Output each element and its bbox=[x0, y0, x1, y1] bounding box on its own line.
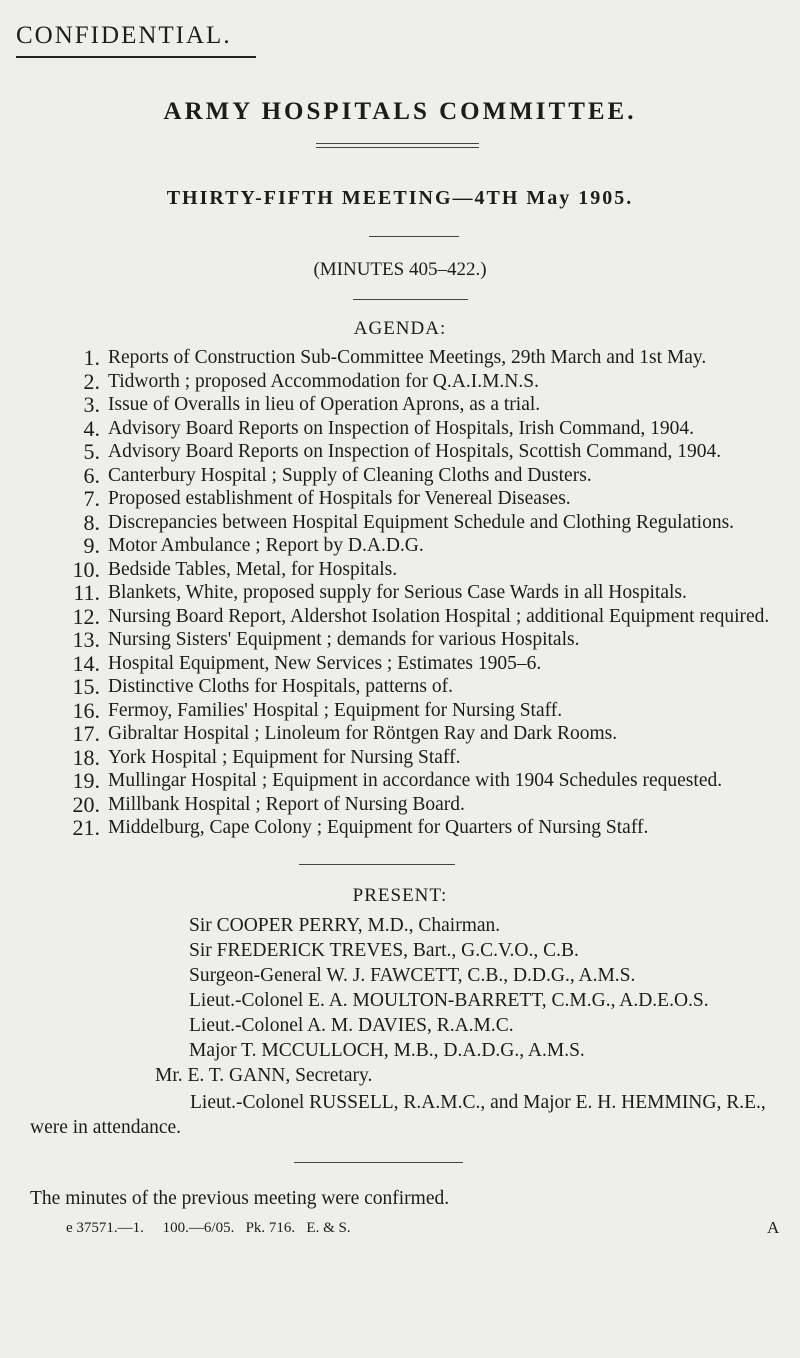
attendee: Sir COOPER PERRY, M.D., Chairman. bbox=[189, 915, 501, 936]
minutes-divider bbox=[353, 299, 468, 300]
agenda-item-number: 12. bbox=[72, 603, 100, 629]
agenda-item-text: Reports of Construction Sub-Committee Meetings, 29th March and 1st May. bbox=[108, 347, 707, 368]
agenda-item-text: Fermoy, Families' Hospital ; Equipment for Nursing Staff. bbox=[108, 699, 563, 721]
agenda-item bbox=[0, 699, 800, 723]
agenda-item bbox=[0, 487, 800, 511]
signature-mark: A bbox=[767, 1218, 780, 1237]
agenda-item-number: 13. bbox=[72, 627, 100, 652]
agenda-item bbox=[0, 417, 800, 441]
agenda-item-number: 16. bbox=[72, 697, 100, 723]
agenda-item-text: Advisory Board Reports on Inspection of Hospitals, Irish Command, 1904. bbox=[108, 417, 695, 439]
agenda-item bbox=[0, 440, 800, 464]
agenda-item-text: Canterbury Hospital ; Supply of Cleaning Cloths and Dusters. bbox=[108, 464, 592, 486]
agenda-item-text: Proposed establishment of Hospitals for Venereal Diseases. bbox=[108, 488, 571, 509]
agenda-item bbox=[0, 370, 800, 394]
agenda-list bbox=[0, 346, 800, 840]
agenda-item-text: Millbank Hospital ; Report of Nursing Board. bbox=[108, 793, 465, 815]
agenda-item bbox=[0, 722, 800, 746]
agenda-item bbox=[0, 816, 800, 840]
minutes-confirmation: The minutes of the previous meeting were confirmed. bbox=[30, 1188, 450, 1209]
meeting-divider bbox=[369, 236, 459, 237]
agenda-item-number: 17. bbox=[72, 721, 100, 746]
agenda-item-text: Hospital Equipment, New Services ; Estimates 1905–6. bbox=[108, 652, 542, 674]
agenda-item bbox=[0, 346, 800, 370]
agenda-item-number: 18. bbox=[72, 744, 100, 770]
agenda-item-text: Blankets, White, proposed supply for Serious Case Wards in all Hospitals. bbox=[108, 582, 687, 603]
agenda-item bbox=[0, 464, 800, 488]
agenda-item-number: 11. bbox=[73, 580, 100, 605]
agenda-item bbox=[0, 534, 800, 558]
agenda-item-number: 8. bbox=[83, 509, 100, 535]
agenda-item-text: Discrepancies between Hospital Equipment Schedule and Clothing Regulations. bbox=[108, 511, 735, 533]
agenda-item-number: 2. bbox=[83, 368, 100, 394]
agenda-item-text: Middelburg, Cape Colony ; Equipment for Quarters of Nursing Staff. bbox=[108, 817, 649, 838]
agenda-item bbox=[0, 746, 800, 770]
agenda-item-number: 10. bbox=[72, 556, 100, 582]
agenda-item-number: 15. bbox=[72, 674, 100, 699]
title-divider bbox=[316, 143, 479, 148]
present-heading: PRESENT: bbox=[352, 885, 448, 906]
attendee: Lieut.-Colonel A. M. DAVIES, R.A.M.C. bbox=[189, 1015, 514, 1036]
agenda-item bbox=[0, 393, 800, 417]
attendance-note: Lieut.-Colonel RUSSELL, R.A.M.C., and Major E. H. HEMMING, R.E., were in attendance. bbox=[30, 1092, 766, 1138]
agenda-item-text: Mullingar Hospital ; Equipment in accordance with 1904 Schedules requested. bbox=[108, 770, 723, 791]
agenda-item-number: 4. bbox=[83, 415, 100, 441]
agenda-item bbox=[0, 581, 800, 605]
agenda-item-number: 21. bbox=[72, 815, 100, 840]
attendee: Lieut.-Colonel E. A. MOULTON-BARRETT, C.M.G., A.D.E.O.S. bbox=[189, 990, 709, 1011]
agenda-item-number: 6. bbox=[83, 462, 100, 488]
agenda-heading: AGENDA: bbox=[353, 318, 447, 339]
committee-title: ARMY HOSPITALS COMMITTEE. bbox=[163, 98, 637, 125]
agenda-item bbox=[0, 769, 800, 793]
agenda-item-number: 1. bbox=[83, 345, 100, 370]
agenda-item bbox=[0, 793, 800, 817]
confidential-label: CONFIDENTIAL. bbox=[16, 22, 232, 49]
print-reference: e 37571.—1. 100.—6/05. Pk. 716. E. & S. bbox=[66, 1220, 351, 1236]
attendee-secretary: Mr. E. T. GANN, Secretary. bbox=[155, 1065, 373, 1086]
agenda-item bbox=[0, 605, 800, 629]
agenda-item-text: Gibraltar Hospital ; Linoleum for Röntgen Ray and Dark Rooms. bbox=[108, 723, 618, 744]
agenda-item-text: Tidworth ; proposed Accommodation for Q.A.I.M.N.S. bbox=[108, 370, 539, 392]
agenda-item-number: 5. bbox=[83, 439, 100, 464]
meeting-title: THIRTY-FIFTH MEETING—4TH May 1905. bbox=[166, 187, 634, 209]
agenda-item bbox=[0, 675, 800, 699]
agenda-item bbox=[0, 628, 800, 652]
minutes-range: (MINUTES 405–422.) bbox=[313, 259, 487, 280]
agenda-item-text: Distinctive Cloths for Hospitals, patterns of. bbox=[108, 676, 454, 697]
agenda-item-text: York Hospital ; Equipment for Nursing Staff. bbox=[108, 746, 461, 768]
confidential-underline bbox=[16, 56, 256, 58]
agenda-item-text: Nursing Board Report, Aldershot Isolation Hospital ; additional Equipment required. bbox=[108, 605, 770, 627]
agenda-item-text: Motor Ambulance ; Report by D.A.D.G. bbox=[108, 535, 424, 556]
present-divider bbox=[294, 1162, 463, 1163]
agenda-item-number: 9. bbox=[83, 533, 100, 558]
agenda-item-text: Bedside Tables, Metal, for Hospitals. bbox=[108, 558, 398, 580]
agenda-item-text: Nursing Sisters' Equipment ; demands for various Hospitals. bbox=[108, 629, 580, 650]
agenda-item-number: 20. bbox=[72, 791, 100, 817]
agenda-item-number: 3. bbox=[83, 392, 100, 417]
attendee: Major T. MCCULLOCH, M.B., D.A.D.G., A.M.S. bbox=[189, 1040, 585, 1061]
agenda-item bbox=[0, 652, 800, 676]
agenda-item bbox=[0, 558, 800, 582]
attendee: Sir FREDERICK TREVES, Bart., G.C.V.O., C.B. bbox=[189, 940, 579, 961]
attendee: Surgeon-General W. J. FAWCETT, C.B., D.D.G., A.M.S. bbox=[189, 965, 636, 986]
agenda-item-text: Advisory Board Reports on Inspection of Hospitals, Scottish Command, 1904. bbox=[108, 441, 722, 462]
agenda-item-number: 7. bbox=[83, 486, 100, 511]
agenda-item-number: 14. bbox=[72, 650, 100, 676]
agenda-item bbox=[0, 511, 800, 535]
agenda-item-text: Issue of Overalls in lieu of Operation Aprons, as a trial. bbox=[108, 394, 541, 415]
agenda-divider bbox=[299, 864, 455, 865]
agenda-item-number: 19. bbox=[72, 768, 100, 793]
